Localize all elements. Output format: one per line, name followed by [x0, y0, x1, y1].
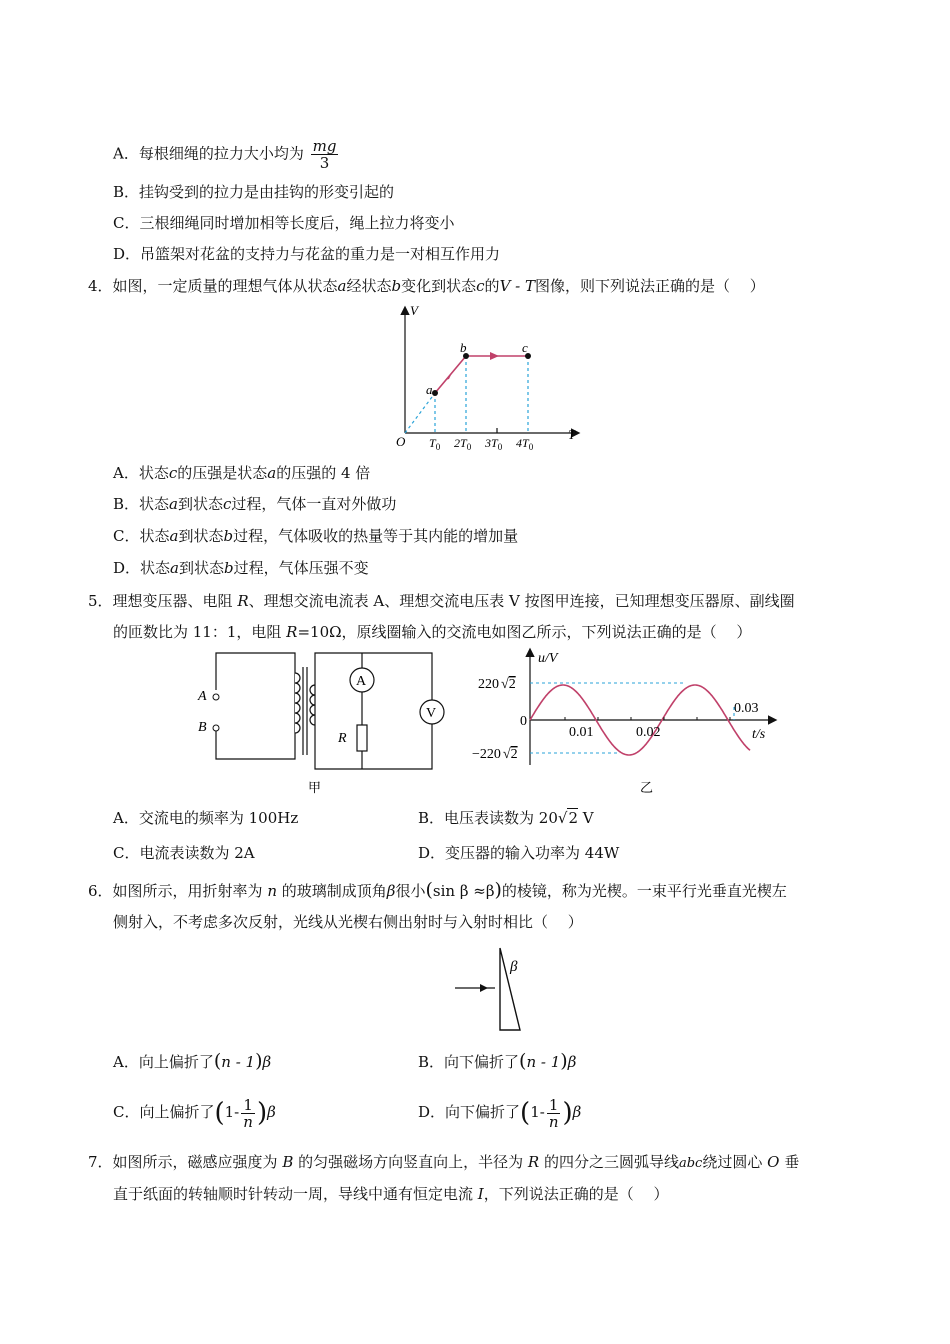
ray-arrow-icon	[480, 984, 488, 992]
voltmeter-label: V	[426, 706, 437, 721]
primary-wire	[216, 653, 295, 759]
q4-option-a: A．状态c的压强是状态a的压强的 4 倍	[113, 464, 371, 482]
q7-stem-line1: 7．如图所示，磁感应强度为 B 的匀强磁场方向竖直向上，半径为 R 的四分之三圆弧导线abc绕过圆心 O 垂	[88, 1153, 800, 1171]
x-label-001: 0.01	[569, 725, 594, 740]
x-label-002: 0.02	[636, 725, 661, 740]
ymax-label: 220 √2	[478, 677, 516, 692]
q6-stem-line2: 侧射入，不考虑多次反射，光线从光楔右侧出射时与入射时相比（ ）	[113, 913, 583, 931]
q4-option-d: D．状态a到状态b过程，气体压强不变	[113, 559, 369, 577]
prism-diagram	[450, 945, 540, 1035]
q5-stem-line1: 5．理想变压器、电阻 R、理想交流电流表 A、理想交流电压表 V 按图甲连接，已知理想变压器原、副线圈	[88, 592, 795, 610]
resistor-icon	[357, 725, 367, 751]
q6-option-a: A．向上偏折了(n - 1)β	[113, 1050, 272, 1072]
t-axis-label: T	[568, 427, 576, 442]
tick-label-4t0: $4T_0$	[516, 436, 534, 452]
zero-label: 0	[520, 714, 527, 729]
waveform-caption: 乙	[640, 780, 654, 795]
q3-option-a: A．每根细绳的拉力大小均为 $\frac{mg}{3}$	[113, 137, 337, 172]
x-label-003: 0.03	[734, 701, 759, 716]
q5-option-a: A．交流电的频率为 100Hz	[113, 809, 299, 827]
u-axis-label: u/V	[538, 651, 558, 666]
t-axis-label: t/s	[752, 727, 766, 742]
q6-option-d: D．向下偏折了(1- $\frac{1}{n}$ )β	[418, 1095, 582, 1131]
q5-option-d: D．变压器的输入功率为 44W	[418, 844, 620, 862]
angle-label: β	[510, 959, 518, 975]
terminal-b	[213, 725, 219, 731]
terminal-a-label: A	[198, 689, 207, 704]
q5-option-b: B．电压表读数为 20√2 V	[418, 809, 594, 827]
label-a: a	[426, 382, 433, 397]
secondary-coil	[310, 685, 315, 725]
extrapolation-dash	[405, 393, 435, 433]
q3-option-c: C．三根细绳同时增加相等长度后，绳上拉力将变小	[113, 214, 455, 232]
terminal-a	[213, 694, 219, 700]
q6-stem-line1: 6．如图所示，用折射率为 n 的玻璃制成顶角β很小(sin β ≈β)的棱镜，称为光楔。一束平行光垂直光楔左	[88, 879, 787, 901]
q4-option-c: C．状态a到状态b过程，气体吸收的热量等于其内能的增加量	[113, 527, 519, 545]
q5-option-c: C．电流表读数为 2A	[113, 844, 255, 862]
tick-label-3t0: $3T_0$	[485, 436, 503, 452]
terminal-b-label: B	[198, 720, 207, 735]
fraction-mg-over-3: $\frac{mg}{3}$	[312, 137, 337, 172]
v-axis-label: V	[410, 303, 418, 318]
ammeter-label: A	[356, 674, 367, 689]
q3-option-b: B．挂钩受到的拉力是由挂钩的形变引起的	[113, 183, 395, 201]
vt-graph	[390, 300, 590, 460]
arrow-bc	[490, 352, 499, 360]
voltage-waveform	[470, 645, 790, 800]
q4-option-b: B．状态a到状态c过程，气体一直对外做功	[113, 495, 397, 513]
q6-option-c: C．向上偏折了(1- $\frac{1}{n}$ )β	[113, 1095, 276, 1131]
ymin-label: −220 √2	[472, 747, 518, 762]
resistor-label: R	[338, 731, 347, 746]
secondary-wire	[315, 653, 432, 769]
q6-option-b: B．向下偏折了(n - 1)β	[418, 1050, 577, 1072]
q5-stem-line2: 的匝数比为 11：1，电阻 R=10Ω，原线圈输入的交流电如图乙所示，下列说法正确的是（ ）	[113, 623, 752, 641]
tick-label-t0: $T_0$	[429, 436, 441, 452]
circuit-diagram	[190, 645, 450, 800]
q7-stem-line2: 直于纸面的转轴顺时针转动一周，导线中通有恒定电流 I，下列说法正确的是（ ）	[113, 1185, 669, 1203]
point-a	[432, 390, 438, 396]
primary-coil	[295, 673, 300, 733]
circuit-caption: 甲	[308, 780, 322, 795]
q4-stem: 4．如图，一定质量的理想气体从状态a经状态b变化到状态c的V - T图像，则下列说法正确的是（ ）	[88, 277, 765, 295]
tick-label-2t0: $2T_0$	[454, 436, 472, 452]
label-b: b	[460, 340, 467, 355]
label-c: c	[522, 340, 528, 355]
q3-option-d: D．吊篮架对花盆的支持力与花盆的重力是一对相互作用力	[113, 245, 501, 263]
origin-label: O	[396, 434, 406, 449]
